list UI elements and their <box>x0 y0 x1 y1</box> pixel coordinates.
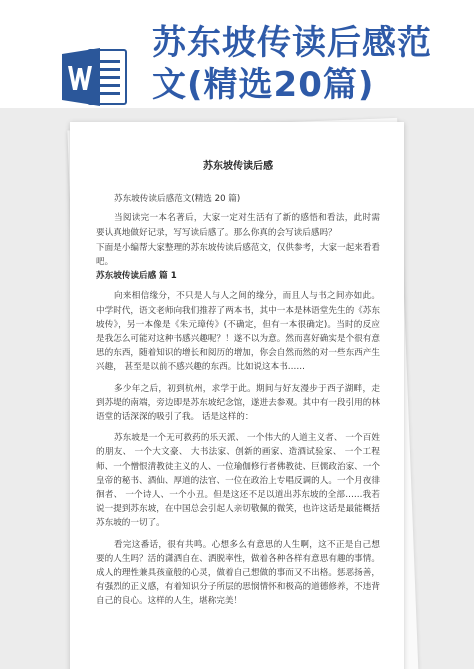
body-paragraph-1: 向来相信缘分，不只是人与人之间的缘分，而且人与书之间亦如此。中学时代，语文老师向我们推荐了两本书，其中一本是林语堂先生的《苏东坡传》，另一本像是《朱元璋传》(不确定，但有一本很确定)。当时的反应是我怎么可能对这种书感兴趣呢？！遂不以为意。然而喜好确实是个很有意思的东西，随着知识的增长和阅历的增加，你会自然而然的对一些东西产生兴趣， 甚至是以前不感兴趣的东西。比如说这本书…… <box>96 291 380 373</box>
intro-paragraph-1: 当阅读完一本名著后，大家一定对生活有了新的感悟和看法，此时需要认真地做好记录，写写读后感了。那么你真的会写读后感吗？ <box>96 213 380 238</box>
word-doc-icon <box>62 46 128 108</box>
intro-paragraph-2: 下面是小编帮大家整理的苏东坡传读后感范文，仅供参考，大家一起来看看吧。 <box>96 242 380 268</box>
page-title: 苏东坡传读后感范文(精选20篇) <box>152 23 432 105</box>
document-subtitle: 苏东坡传读后感范文(精选 20 篇) <box>114 194 241 205</box>
body-paragraph-3: 苏东坡是一个无可救药的乐天派、 一个伟大的人道主义者、 一个百姓的朋友、 一个大文豪、 大书法家、创新的画家、造酒试验家、 一个工程师、一个憎恨清教徒主义的人、一位瑜伽修行者佛教徒、巨儒政治家、一个皇帝的秘书、酒仙、厚道的法官、一位在政治上专唱反调的人。一个月夜徘徊者、 一个诗人、一个小丑。但是这还不足以道出苏东坡的全部……我若说一提到苏东坡，在中国总会引起人亲切敬佩的微笑，也许这话是最能概括苏东坡的一切了。 <box>96 433 380 529</box>
header-banner <box>0 0 474 108</box>
document-page <box>70 122 404 669</box>
document-title: 苏东坡传读后感 <box>203 161 273 172</box>
document-preview-area <box>0 108 474 669</box>
section-heading: 苏东坡传读后感 篇 1 <box>96 271 177 282</box>
body-paragraph-2: 多少年之后，初到杭州，求学于此。期间与好友漫步于西子湖畔，走到苏堤的南端，旁边即是苏东坡纪念馆，遂进去参观。其中有一段引用的林语堂的话深深的吸引了我。 话是这样的： <box>96 383 380 423</box>
body-paragraph-4: 看完这番话，很有共鸣。心想多么有意思的人生啊，这不正是自己想要的人生吗？活的潇洒自在、洒脱率性，做着各种各样有意思有趣的事情。成人的理性兼具孩童般的心灵，做着自己想做的事而又不出格。惩恶扬善，有强烈的正义感，有着知识分子所层的思悯情怀和极高的道德修养，不违背自己的良心。这样的人生，堪称完美！ <box>96 539 380 607</box>
